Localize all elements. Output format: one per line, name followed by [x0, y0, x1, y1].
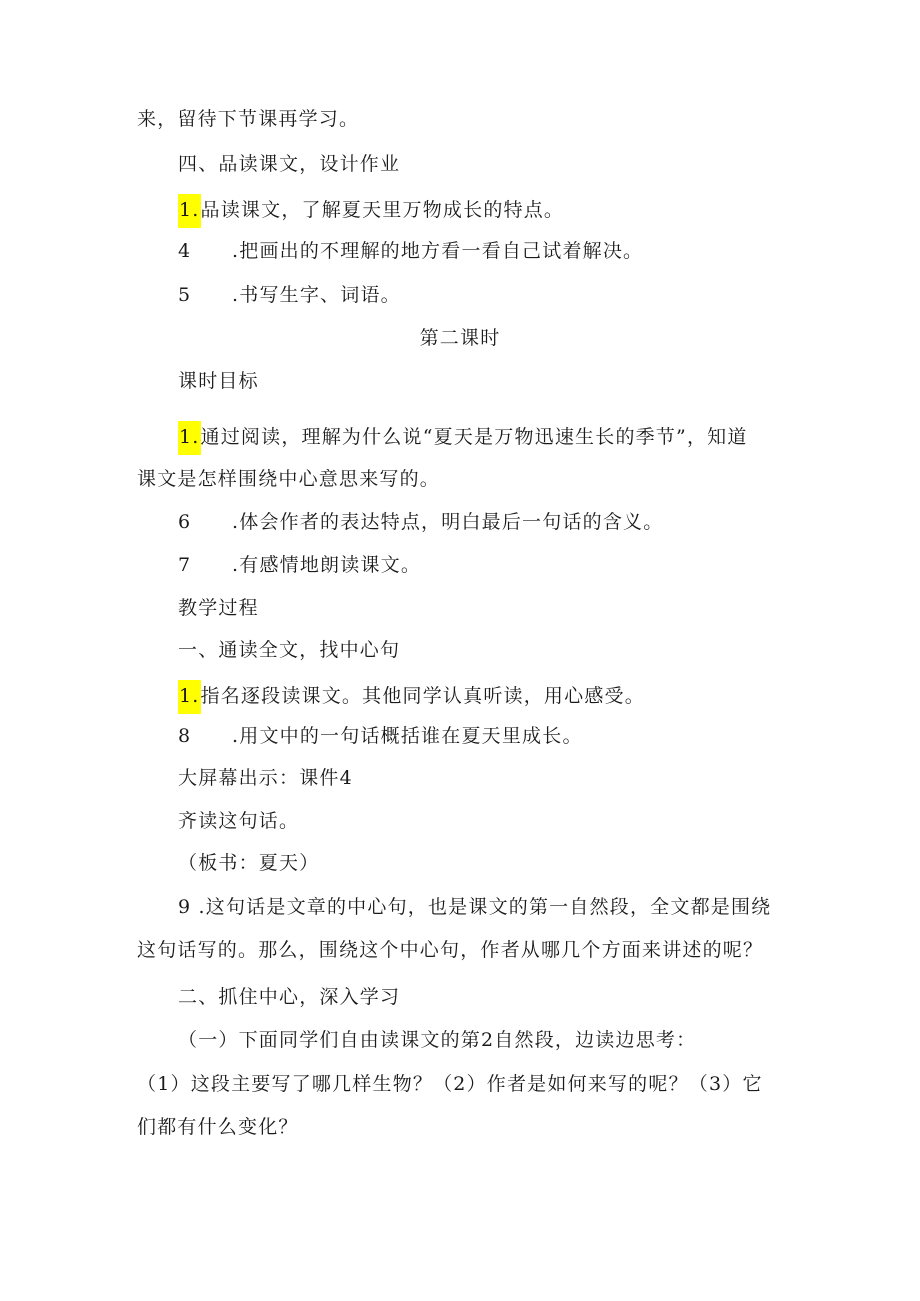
- list-item: [178, 194, 564, 228]
- list-item-text: .用文中的一句话概括谁在夏天里成长。: [232, 725, 583, 747]
- section-heading: 四、品读课文，设计作业: [178, 153, 401, 175]
- highlighted-list-number: 1.: [178, 421, 201, 455]
- list-item: [178, 282, 401, 308]
- list-number: 7: [178, 554, 192, 576]
- list-item: [178, 509, 663, 535]
- paragraph-line: 齐读这句话。: [178, 810, 300, 832]
- list-number: 8: [178, 725, 192, 747]
- list-number: 4: [178, 240, 192, 262]
- section-heading: 课时目标: [178, 370, 259, 392]
- section-heading: 一、通读全文，找中心句: [178, 639, 401, 661]
- paragraph-line: （板书：夏天）: [178, 852, 320, 874]
- paragraph-line: （一）下面同学们自由读课文的第2自然段，边读边思考：: [178, 1029, 697, 1051]
- list-item: [178, 238, 643, 264]
- list-number: 6: [178, 511, 192, 533]
- lesson-title: 第二课时: [419, 327, 501, 349]
- list-item: [178, 723, 583, 749]
- list-number: 5: [178, 284, 192, 306]
- section-heading: 教学过程: [178, 597, 259, 619]
- list-item: [178, 680, 645, 714]
- highlighted-list-number: 1.: [178, 194, 201, 228]
- list-item-text: .体会作者的表达特点，明白最后一句话的含义。: [232, 511, 664, 533]
- list-item-text: 指名逐段读课文。其他同学认真听读，用心感受。: [200, 685, 645, 707]
- highlighted-list-number: 1.: [178, 680, 201, 714]
- list-item-text: .书写生字、词语。: [232, 284, 401, 306]
- paragraph-line: 大屏幕出示：课件4: [178, 767, 353, 789]
- list-item-text: .把画出的不理解的地方看一看自己试着解决。: [232, 240, 644, 262]
- paragraph-line: 课文是怎样围绕中心意思来写的。: [137, 468, 441, 490]
- list-item: [178, 421, 748, 455]
- paragraph-line: 来，留待下节课再学习。: [137, 108, 360, 130]
- paragraph-line: 这句话写的。那么，围绕这个中心句，作者从哪几个方面来讲述的呢？: [137, 939, 764, 961]
- list-item-text: .有感情地朗读课文。: [232, 554, 422, 576]
- list-item: [178, 552, 421, 578]
- section-heading: 二、抓住中心，深入学习: [178, 986, 401, 1008]
- paragraph-line: 9 .这句话是文章的中心句，也是课文的第一自然段，全文都是围绕: [178, 896, 772, 918]
- paragraph-line: 们都有什么变化？: [137, 1116, 299, 1138]
- paragraph-line: （1）这段主要写了哪几样生物？（2）作者是如何来写的呢？（3）它: [137, 1073, 763, 1095]
- list-item-text: 通过阅读，理解为什么说“夏天是万物迅速生长的季节”，知道: [200, 426, 748, 448]
- list-item-text: 品读课文，了解夏天里万物成长的特点。: [200, 199, 565, 221]
